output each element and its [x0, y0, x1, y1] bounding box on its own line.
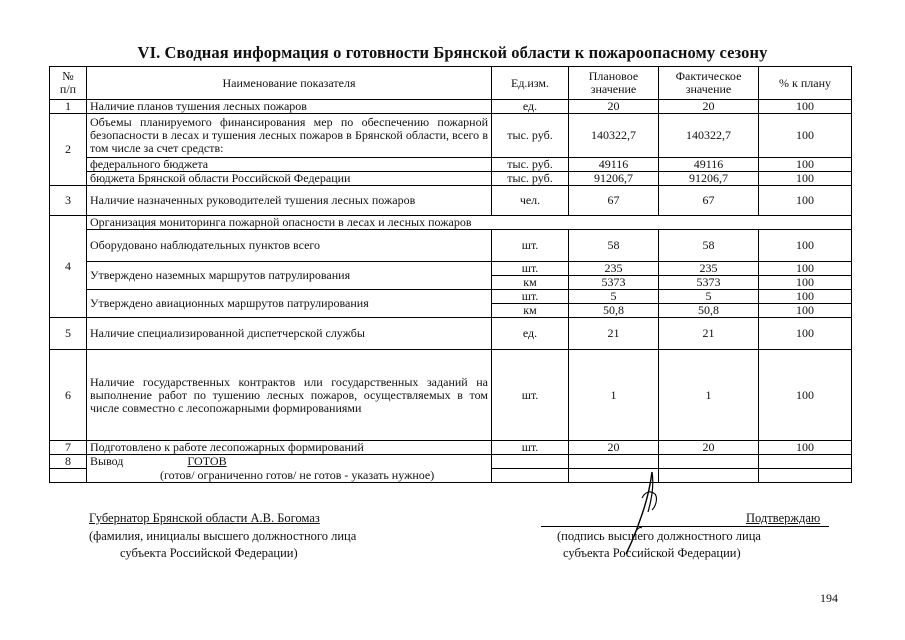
table-row: [50, 262, 852, 276]
header-pct: % к плану: [759, 67, 852, 100]
row-unit: тыс. руб.: [492, 158, 569, 172]
row-name: Наличие назначенных руководителей тушения лесных пожаров: [87, 186, 492, 216]
row-num: 2: [50, 114, 87, 186]
row-unit: ед.: [492, 318, 569, 350]
signature-caption-2: субъекта Российской Федерации): [563, 546, 741, 560]
row-plan: 67: [569, 186, 659, 216]
header-fact: Фактическое значение: [659, 67, 759, 100]
row-plan: 20: [569, 100, 659, 114]
row-unit: шт.: [492, 441, 569, 455]
confirm-label: Подтверждаю: [746, 511, 821, 525]
row-plan: 140322,7: [569, 114, 659, 158]
table-row: [50, 290, 852, 304]
row-fact: 140322,7: [659, 114, 759, 158]
row-unit: шт.: [492, 350, 569, 441]
row-plan: 58: [569, 230, 659, 262]
row-num: 6: [50, 350, 87, 441]
row-fact: 5: [659, 290, 759, 304]
row-pct: 100: [759, 172, 852, 186]
governor-name: Губернатор Брянской области А.В. Богомаз: [89, 511, 320, 525]
section-heading-monitoring: Организация мониторинга пожарной опасности в лесах и лесных пожаров: [87, 216, 852, 230]
row-num: 1: [50, 100, 87, 114]
row-pct: 100: [759, 318, 852, 350]
row-num: 3: [50, 186, 87, 216]
row-fact: 20: [659, 100, 759, 114]
row-plan: 50,8: [569, 304, 659, 318]
row-pct: 100: [759, 262, 852, 276]
row-plan: 20: [569, 441, 659, 455]
row-name: Наличие специализированной диспетчерской службы: [87, 318, 492, 350]
row-name: бюджета Брянской области Российской Федерации: [87, 172, 492, 186]
row-name: Объемы планируемого финансирования мер по обеспечению пожарной безопасности в лесах и тушения лесных пожаров в Брянской области, всего в том числе за счет средств:: [87, 114, 492, 158]
table-row: [50, 441, 852, 455]
row-pct: 100: [759, 158, 852, 172]
table-row: [50, 216, 852, 230]
row-plan: 5373: [569, 276, 659, 290]
row-num: 5: [50, 318, 87, 350]
row-fact: 20: [659, 441, 759, 455]
governor-caption: (фамилия, инициалы высшего должностного лица: [89, 529, 357, 543]
row-fact: 58: [659, 230, 759, 262]
row-num: 8: [50, 455, 87, 469]
row-plan: 49116: [569, 158, 659, 172]
row-num: 4: [50, 216, 87, 318]
governor-caption-2: субъекта Российской Федерации): [120, 546, 298, 560]
row-name: Оборудовано наблюдательных пунктов всего: [87, 230, 492, 262]
row-plan: 235: [569, 262, 659, 276]
row-name: Наличие государственных контрактов или государственных заданий на выполнение работ по тушению лесных пожаров, осуществляемых в том числе совместно с лесопожарными формированиями: [87, 350, 492, 441]
header-plan: Плановое значение: [569, 67, 659, 100]
row-unit: км: [492, 304, 569, 318]
row-pct: 100: [759, 100, 852, 114]
conclusion-hint: (готов/ ограниченно готов/ не готов - указать нужное): [160, 468, 435, 482]
row-unit: тыс. руб.: [492, 172, 569, 186]
row-pct: 100: [759, 230, 852, 262]
row-fact: 91206,7: [659, 172, 759, 186]
row-pct: 100: [759, 276, 852, 290]
row-plan: 5: [569, 290, 659, 304]
row-name: Наличие планов тушения лесных пожаров: [87, 100, 492, 114]
row-pct: 100: [759, 186, 852, 216]
table-row: [50, 455, 852, 469]
page-title: VI. Сводная информация о готовности Брянской области к пожароопасному сезону: [137, 43, 768, 62]
table-row: [50, 100, 852, 114]
header-unit: Ед.изм.: [492, 67, 569, 100]
row-name: Утверждено авиационных маршрутов патрулирования: [87, 290, 492, 318]
row-name: Подготовлено к работе лесопожарных формирований: [87, 441, 492, 455]
row-fact: 235: [659, 262, 759, 276]
header-num: № п/п: [50, 67, 87, 100]
header-name: Наименование показателя: [87, 67, 492, 100]
row-pct: 100: [759, 290, 852, 304]
row-unit: ед.: [492, 100, 569, 114]
row-pct: 100: [759, 441, 852, 455]
readiness-table: [49, 66, 852, 483]
row-unit: шт.: [492, 290, 569, 304]
row-fact: 1: [659, 350, 759, 441]
conclusion-value: ГОТОВ: [187, 454, 227, 469]
page-number: 194: [820, 591, 838, 605]
row-plan: 1: [569, 350, 659, 441]
row-fact: 49116: [659, 158, 759, 172]
row-unit: шт.: [492, 262, 569, 276]
handwritten-signature-icon: [612, 468, 672, 558]
table-row: [50, 186, 852, 216]
row-unit: шт.: [492, 230, 569, 262]
row-name: Утверждено наземных маршрутов патрулирования: [87, 262, 492, 290]
row-unit: тыс. руб.: [492, 114, 569, 158]
conclusion-cell: [87, 455, 492, 469]
signature-caption: (подпись высшего должностного лица: [557, 529, 761, 543]
conclusion-label: Вывод: [90, 454, 124, 469]
table-row: [50, 158, 852, 172]
row-pct: 100: [759, 114, 852, 158]
row-fact: 21: [659, 318, 759, 350]
row-pct: 100: [759, 304, 852, 318]
table-row: [50, 469, 852, 483]
row-unit: чел.: [492, 186, 569, 216]
table-row: [50, 172, 852, 186]
row-unit: км: [492, 276, 569, 290]
row-name: федерального бюджета: [87, 158, 492, 172]
row-fact: 50,8: [659, 304, 759, 318]
row-pct: 100: [759, 350, 852, 441]
row-fact: 5373: [659, 276, 759, 290]
row-fact: 67: [659, 186, 759, 216]
table-header-row: [50, 67, 852, 100]
table-row: [50, 114, 852, 158]
row-num: 7: [50, 441, 87, 455]
row-plan: 91206,7: [569, 172, 659, 186]
table-row: [50, 350, 852, 441]
row-plan: 21: [569, 318, 659, 350]
table-row: [50, 230, 852, 262]
table-row: [50, 318, 852, 350]
